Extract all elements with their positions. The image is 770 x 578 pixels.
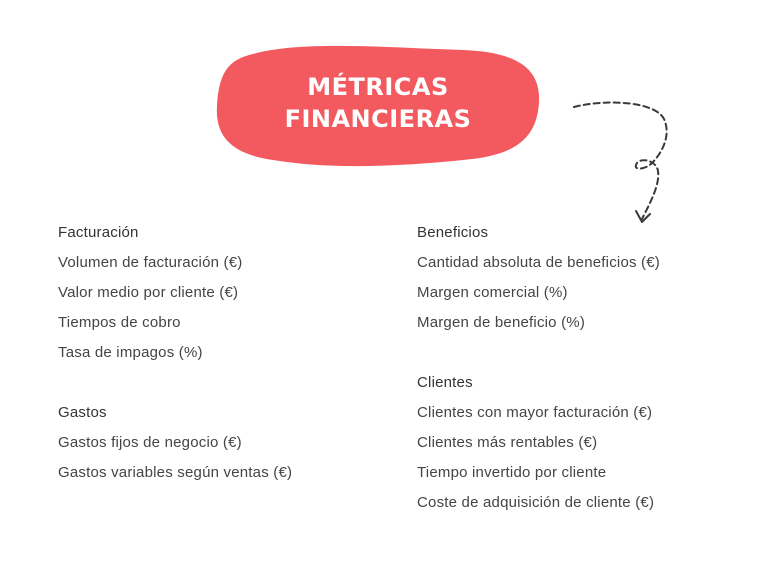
title-line-2: FINANCIERAS (284, 105, 472, 133)
list-item: Valor medio por cliente (€) (58, 284, 239, 301)
list-item: Margen comercial (%) (417, 284, 568, 301)
section-facturacion (58, 218, 292, 368)
list-item: Clientes más rentables (€) (417, 434, 598, 451)
right-column (417, 218, 660, 518)
list-item: Volumen de facturación (€) (58, 254, 243, 271)
title-line-1: MÉTRICAS (307, 73, 449, 101)
section-heading: Gastos (58, 404, 107, 421)
list-item: Tasa de impagos (%) (58, 344, 203, 361)
section-heading: Beneficios (417, 224, 489, 241)
page-title (213, 71, 543, 135)
list-item: Margen de beneficio (%) (417, 314, 586, 331)
list-item: Clientes con mayor facturación (€) (417, 404, 653, 421)
list-item: Gastos variables según ventas (€) (58, 464, 293, 481)
title-banner (213, 44, 543, 170)
section-beneficios (417, 218, 660, 338)
dashed-curly-arrow-icon (560, 95, 680, 230)
list-item: Tiempos de cobro (58, 314, 181, 331)
section-heading: Clientes (417, 374, 473, 391)
list-item: Coste de adquisición de cliente (€) (417, 494, 655, 511)
section-spacer (417, 338, 660, 368)
list-item: Gastos fijos de negocio (€) (58, 434, 242, 451)
list-item: Cantidad absoluta de beneficios (€) (417, 254, 660, 271)
left-column (58, 218, 292, 488)
section-heading: Facturación (58, 224, 139, 241)
list-item: Tiempo invertido por cliente (417, 464, 607, 481)
section-spacer (58, 368, 292, 398)
section-gastos (58, 398, 292, 488)
section-clientes (417, 368, 660, 518)
